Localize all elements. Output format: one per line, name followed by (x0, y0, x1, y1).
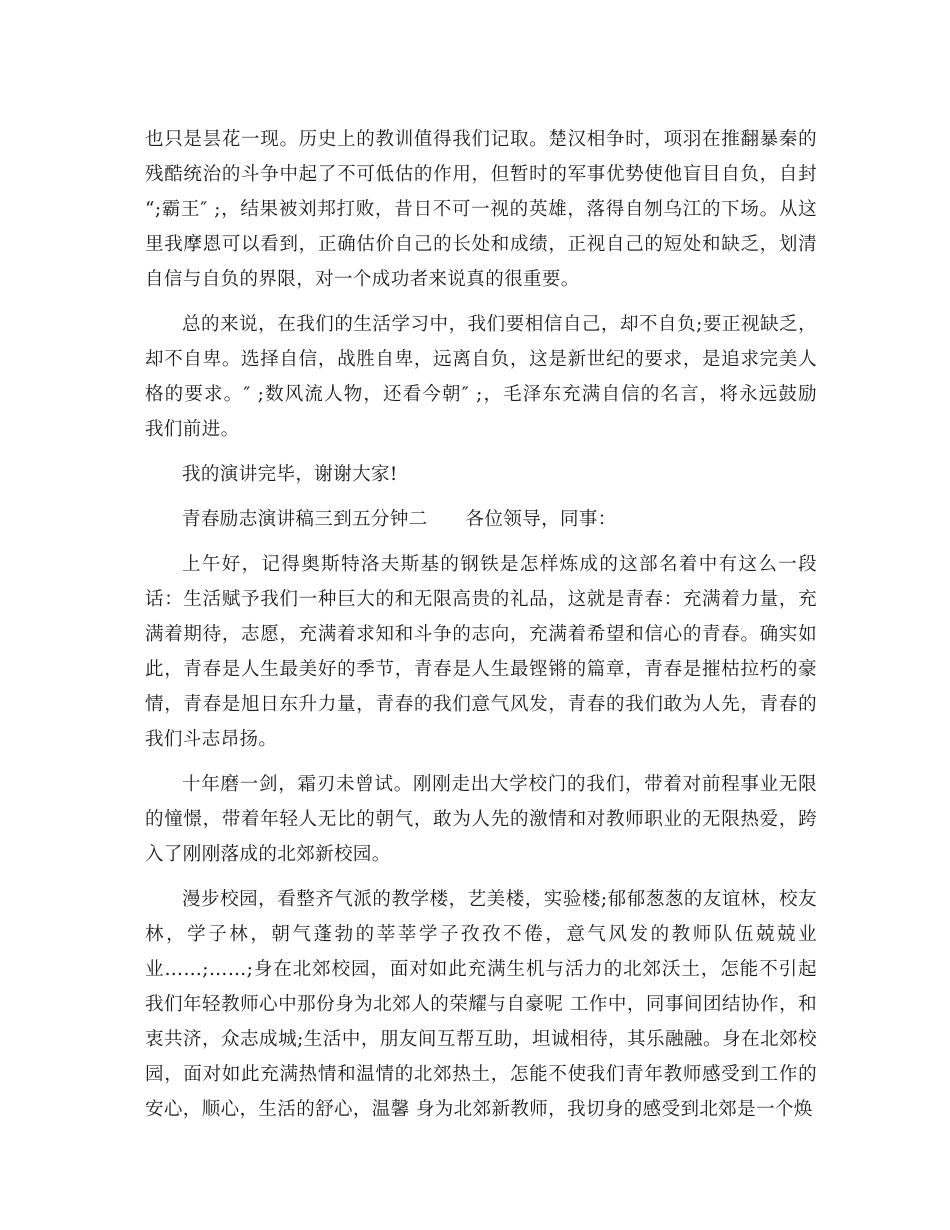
paragraph (145, 307, 817, 447)
paragraph-line: 我们年轻教师心中那份身为北郊人的荣耀与自豪呢 工作中，同事间团结协作，和 (145, 994, 817, 1015)
paragraph (145, 767, 817, 872)
paragraph-line: 安心，顺心，生活的舒心，温馨 身为北郊新教师，我切身的感受到北郊是一个焕 (145, 1099, 813, 1120)
paragraph-line: 的憧憬，带着年轻人无比的朝气，敢为人先的激情和对教师职业的无限热爱，跨 (145, 809, 817, 830)
paragraph-line: 青春励志演讲稿三到五分钟二 各位领导，同事： (182, 509, 617, 530)
paragraph-line: 漫步校园，看整齐气派的教学楼，艺美楼，实验楼;郁郁葱葱的友谊林，校友 (182, 889, 817, 910)
paragraph-line: 满着期待，志愿，充满着求知和斗争的志向，充满着希望和信心的青春。确实如 (145, 624, 817, 645)
document-body (145, 122, 817, 1137)
paragraph-line: 此，青春是人生最美好的季节，青春是人生最铿锵的篇章，青春是摧枯拉朽的豪 (145, 659, 817, 680)
paragraph-line: 情，青春是旭日东升力量，青春的我们意气风发，青春的我们敢为人先，青春的 (145, 694, 817, 715)
paragraph-line: 上午好，记得奥斯特洛夫斯基的钢铁是怎样炼成的这部名着中有这么一段 (182, 554, 817, 575)
paragraph-line: 园，面对如此充满热情和温情的北郊热土，怎能不使我们青年教师感受到工作的 (145, 1064, 817, 1085)
paragraph-line: “;霸王″ ;，结果被刘邦打败，昔日不可一视的英雄，落得自刎乌江的下场。从这 (145, 199, 817, 220)
paragraph-line: 我们前进。 (145, 419, 240, 440)
paragraph-line: 我的演讲完毕，谢谢大家! (182, 464, 398, 485)
paragraph (145, 547, 817, 757)
paragraph-line: 我们斗志昂扬。 (145, 729, 278, 750)
paragraph-line: 话：生活赋予我们一种巨大的和无限高贵的礼品，这就是青春：充满着力量，充 (145, 589, 817, 610)
paragraph-line: 自信与自负的界限，对一个成功者来说真的很重要。 (145, 269, 580, 290)
paragraph-line: 总的来说，在我们的生活学习中，我们要相信自己，却不自负;要正视缺乏， (182, 314, 817, 335)
paragraph-line: 残酷统治的斗争中起了不可低估的作用，但暂时的军事优势使他盲目自负，自封 (145, 164, 817, 185)
paragraph-line: 格的要求。″ ;数风流人物，还看今朝″ ;，毛泽东充满自信的名言，将永远鼓励 (145, 384, 817, 405)
paragraph-line: 入了刚刚落成的北郊新校园。 (145, 844, 391, 865)
paragraph-line: 林，学子林，朝气蓬勃的莘莘学子孜孜不倦，意气风发的教师队伍兢兢业 (145, 924, 817, 945)
paragraph (145, 882, 817, 1127)
paragraph-line: 也只是昙花一现。历史上的教训值得我们记取。楚汉相争时，项羽在推翻暴秦的 (145, 129, 817, 150)
paragraph-line: 却不自卑。选择自信，战胜自卑，远离自负，这是新世纪的要求，是追求完美人 (145, 349, 817, 370)
paragraph-line: 业……;……;身在北郊校园，面对如此充满生机与活力的北郊沃土，怎能不引起 (145, 959, 817, 980)
paragraph (145, 122, 817, 297)
paragraph-line: 衷共济，众志成城;生活中，朋友间互帮互助，坦诚相待，其乐融融。身在北郊校 (145, 1029, 817, 1050)
paragraph (145, 502, 817, 537)
paragraph-line: 十年磨一剑，霜刃未曾试。刚刚走出大学校门的我们，带着对前程事业无限 (182, 774, 817, 795)
paragraph (145, 457, 817, 492)
paragraph-line: 里我摩恩可以看到，正确估价自己的长处和成绩，正视自己的短处和缺乏，划清 (145, 234, 817, 255)
